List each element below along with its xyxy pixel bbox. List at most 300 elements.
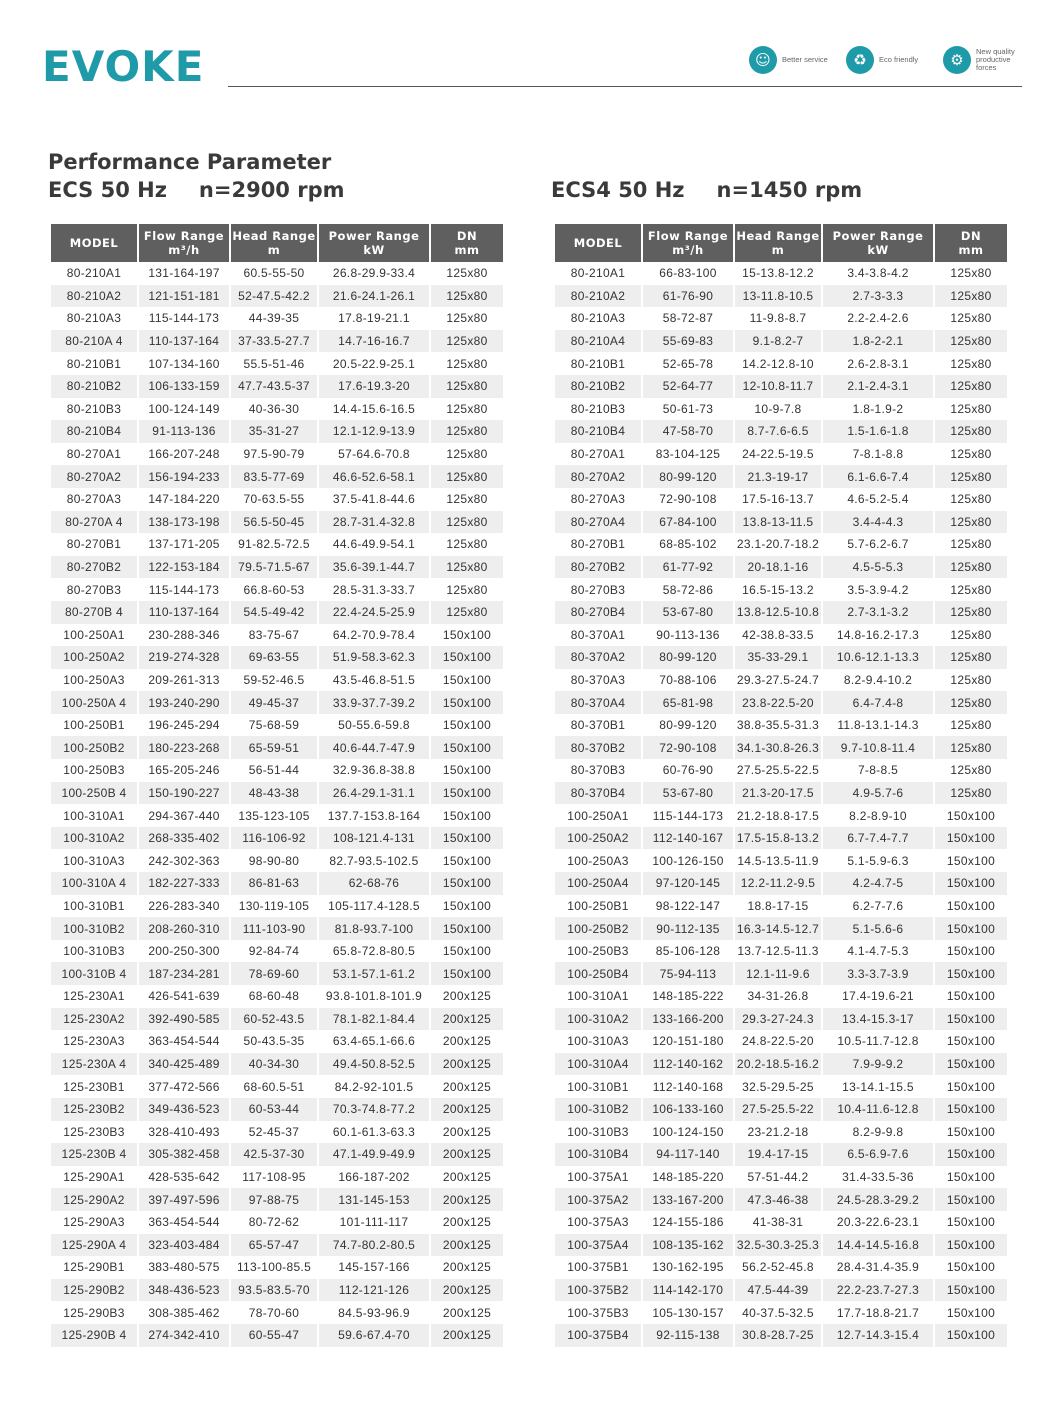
table-row	[51, 556, 503, 579]
cell-model: 80-370B1	[570, 718, 626, 733]
cell-flow: 110-137-164	[139, 330, 229, 353]
cell-head: 16.3-14.5-12.7	[735, 917, 821, 940]
cell-dn: 125x80	[935, 782, 1007, 805]
cell-dn: 200x125	[431, 1279, 503, 1302]
cell-dn: 150x100	[431, 691, 503, 714]
cell-power: 37.5-41.8-44.6	[332, 492, 416, 507]
cell-head: 15-13.8-12.2	[742, 266, 814, 281]
cell-power: 166-187-202	[338, 1170, 410, 1185]
table-row	[555, 1121, 1007, 1144]
cell-flow: 209-261-313	[148, 672, 220, 687]
performance-table-ecs	[49, 224, 505, 1347]
cell-model: 100-310B2	[51, 917, 137, 940]
cell-head: 12.1-11-9.6	[735, 962, 821, 985]
column-header-dn	[935, 224, 1007, 262]
cell-dn: 125x80	[950, 266, 992, 281]
cell-dn: 150x100	[431, 782, 503, 805]
cell-model: 100-250A4	[555, 872, 641, 895]
table-row	[51, 352, 503, 375]
cell-power: 10.6-12.1-13.3	[823, 646, 933, 669]
cell-dn: 150x100	[442, 672, 492, 687]
cell-dn: 150x100	[431, 872, 503, 895]
cell-dn: 150x100	[431, 827, 503, 850]
cell-power: 5.7-6.2-6.7	[847, 537, 909, 552]
cell-dn: 150x100	[946, 989, 996, 1004]
cell-head: 21.3-20-17.5	[735, 782, 821, 805]
header-name: Power Range	[832, 228, 924, 243]
table-row	[555, 691, 1007, 714]
cell-model: 80-210A2	[555, 285, 641, 308]
section-title: Performance Parameter	[48, 150, 332, 174]
cell-dn: 150x100	[946, 1034, 996, 1049]
cell-flow: 340-425-489	[139, 1053, 229, 1076]
cell-power: 101-111-117	[339, 1215, 409, 1230]
cell-dn: 150x100	[946, 898, 996, 913]
table-row	[555, 917, 1007, 940]
cell-power: 105-117.4-128.5	[328, 898, 420, 913]
cell-model: 100-310B3	[63, 944, 125, 959]
cell-power: 47.1-49.9-49.9	[319, 1143, 429, 1166]
cell-head: 44-39-35	[248, 311, 300, 326]
cell-head: 78-69-60	[231, 962, 317, 985]
cell-model: 80-370B3	[570, 763, 626, 778]
table-row	[51, 714, 503, 737]
cell-flow: 377-472-566	[148, 1079, 220, 1094]
cell-head: 68-60-48	[248, 989, 300, 1004]
cell-dn: 200x125	[431, 1188, 503, 1211]
table-row	[555, 804, 1007, 827]
cell-flow: 226-283-340	[148, 898, 220, 913]
cell-head: 12.2-11.2-9.5	[735, 872, 821, 895]
cell-dn: 125x80	[950, 582, 992, 597]
cell-dn: 125x80	[446, 356, 488, 371]
cell-power: 3.5-3.9-4.2	[847, 582, 909, 597]
cell-head: 19.4-17-15	[735, 1143, 821, 1166]
cell-head: 98-90-80	[248, 853, 300, 868]
cell-head: 47.7-43.5-37	[231, 375, 317, 398]
cell-dn: 150x100	[946, 1170, 996, 1185]
cell-dn: 150x100	[442, 763, 492, 778]
cell-flow: 426-541-639	[148, 989, 220, 1004]
cell-head: 17.5-16-13.7	[742, 492, 814, 507]
table-row	[51, 759, 503, 782]
table-row	[555, 488, 1007, 511]
cell-head: 47.5-44-39	[735, 1279, 821, 1302]
cell-dn: 125x80	[446, 401, 488, 416]
cell-power: 70.3-74.8-77.2	[319, 1098, 429, 1121]
cell-head: 10-9-7.8	[754, 401, 802, 416]
brand-logo: EVOKE	[42, 42, 205, 91]
header-name: Flow Range	[143, 228, 225, 243]
cell-model: 80-210B1	[570, 356, 626, 371]
table-row	[51, 1211, 503, 1234]
cell-power: 4.6-5.2-5.4	[847, 492, 909, 507]
header-name: DN	[456, 228, 478, 243]
cell-dn: 125x80	[950, 718, 992, 733]
table-row	[555, 533, 1007, 556]
cell-dn: 125x80	[935, 556, 1007, 579]
cell-flow: 428-535-642	[148, 1170, 220, 1185]
cell-dn: 125x80	[950, 763, 992, 778]
cell-dn: 200x125	[431, 1324, 503, 1347]
badge-text: Eco friendly	[879, 54, 919, 64]
cell-flow: 121-151-181	[139, 285, 229, 308]
cell-model: 100-310A2	[51, 827, 137, 850]
cell-head: 52-47.5-42.2	[231, 285, 317, 308]
cell-head: 50-43.5-35	[243, 1034, 305, 1049]
cell-head: 14.2-12.8-10	[742, 356, 814, 371]
cell-flow: 165-205-246	[148, 763, 220, 778]
cell-head: 13.7-12.5-11.3	[737, 944, 819, 959]
cell-flow: 147-184-220	[148, 492, 220, 507]
cell-head: 117-108-95	[242, 1170, 306, 1185]
cell-model: 80-210B1	[66, 356, 122, 371]
cell-flow: 349-436-523	[139, 1098, 229, 1121]
cell-dn: 200x125	[442, 1079, 492, 1094]
cell-head: 75-68-59	[248, 718, 300, 733]
cell-model: 125-290B3	[63, 1305, 125, 1320]
cell-dn: 125x80	[431, 420, 503, 443]
cell-dn: 125x80	[431, 330, 503, 353]
cell-dn: 125x80	[935, 601, 1007, 624]
cell-flow: 52-64-77	[643, 375, 733, 398]
table-row	[555, 827, 1007, 850]
cell-model: 125-230A3	[63, 1034, 125, 1049]
cell-flow: 150-190-227	[139, 782, 229, 805]
cell-flow: 268-335-402	[139, 827, 229, 850]
table-row	[51, 398, 503, 421]
cell-dn: 125x80	[431, 285, 503, 308]
cell-model: 100-310A3	[63, 853, 125, 868]
cell-dn: 125x80	[431, 375, 503, 398]
cell-dn: 200x125	[431, 1053, 503, 1076]
cell-flow: 133-167-200	[643, 1188, 733, 1211]
table-row	[51, 511, 503, 534]
cell-head: 17.5-15.8-13.2	[735, 827, 821, 850]
cell-head: 48-43-38	[231, 782, 317, 805]
cell-power: 145-157-166	[338, 1260, 410, 1275]
cell-power: 131-145-153	[319, 1188, 429, 1211]
cell-model: 80-270B3	[66, 582, 122, 597]
cell-flow: 308-385-462	[148, 1305, 220, 1320]
table-row	[555, 1098, 1007, 1121]
cell-power: 64.2-70.9-78.4	[332, 627, 416, 642]
cell-flow: 47-58-70	[643, 420, 733, 443]
cell-flow: 242-302-363	[148, 853, 220, 868]
cell-model: 100-375A3	[567, 1215, 629, 1230]
table-row	[555, 578, 1007, 601]
cell-power: 43.5-46.8-51.5	[332, 672, 416, 687]
cell-model: 100-375A1	[567, 1170, 629, 1185]
cell-flow: 112-140-167	[643, 827, 733, 850]
table-row	[51, 1143, 503, 1166]
column-header-head	[231, 224, 317, 262]
cell-power: 14.8-16.2-17.3	[836, 627, 920, 642]
table-row	[51, 262, 503, 285]
cell-power: 13.4-15.3-17	[823, 1008, 933, 1031]
badge-text: Better service	[782, 54, 828, 64]
cell-dn: 200x125	[442, 1034, 492, 1049]
table-row	[51, 782, 503, 805]
table-row	[51, 849, 503, 872]
cell-dn: 125x80	[431, 511, 503, 534]
cell-flow: 70-88-106	[659, 672, 717, 687]
cell-head: 116-106-92	[231, 827, 317, 850]
cell-flow: 100-126-150	[652, 853, 724, 868]
cell-model: 100-310A1	[567, 989, 629, 1004]
table-row	[555, 262, 1007, 285]
cell-model: 80-270B 4	[51, 601, 137, 624]
cell-dn: 125x80	[935, 420, 1007, 443]
cell-model: 100-310B1	[567, 1079, 629, 1094]
cell-head: 14.5-13.5-11.9	[737, 853, 819, 868]
cell-model: 80-370A4	[555, 691, 641, 714]
cell-head: 20.2-18.5-16.2	[735, 1053, 821, 1076]
table-row	[555, 985, 1007, 1008]
cell-power: 8.2-8.9-10	[849, 808, 907, 823]
cell-power: 13-14.1-15.5	[842, 1079, 914, 1094]
cell-flow: 323-403-484	[139, 1234, 229, 1257]
cell-power: 14.4-15.6-16.5	[332, 401, 416, 416]
cell-power: 93.8-101.8-101.9	[325, 989, 423, 1004]
cell-dn: 200x125	[442, 1124, 492, 1139]
cell-model: 80-370A2	[555, 646, 641, 669]
column-header-dn	[431, 224, 503, 262]
cell-model: 80-210A2	[51, 285, 137, 308]
cell-model: 100-310A3	[567, 1034, 629, 1049]
cell-power: 40.6-44.7-47.9	[319, 736, 429, 759]
cell-dn: 150x100	[935, 827, 1007, 850]
cell-dn: 150x100	[946, 808, 996, 823]
cell-power: 28.5-31.3-33.7	[332, 582, 416, 597]
cell-power: 6.5-6.9-7.6	[823, 1143, 933, 1166]
cell-dn: 125x80	[950, 401, 992, 416]
cell-model: 80-270A3	[66, 492, 122, 507]
header-unit: m³/h	[672, 243, 704, 257]
cell-power: 6.1-6.6-7.4	[823, 465, 933, 488]
cell-model: 80-370B2	[555, 736, 641, 759]
table-row	[555, 330, 1007, 353]
cell-power: 26.4-29.1-31.1	[319, 782, 429, 805]
table-row	[555, 1256, 1007, 1279]
gear-icon: ⚙	[943, 46, 971, 74]
cell-head: 56.2-52-45.8	[742, 1260, 814, 1275]
cell-flow: 200-250-300	[148, 944, 220, 959]
cell-flow: 65-81-98	[643, 691, 733, 714]
table-title-right	[551, 178, 862, 202]
cell-head: 16.5-15-13.2	[742, 582, 814, 597]
table-row	[555, 601, 1007, 624]
column-header-model	[555, 224, 641, 262]
cell-head: 65-57-47	[231, 1234, 317, 1257]
table-row	[555, 962, 1007, 985]
cell-head: 35-31-27	[231, 420, 317, 443]
cell-power: 63.4-65.1-66.6	[332, 1034, 416, 1049]
cell-flow: 115-144-173	[148, 582, 220, 597]
cell-head: 13.8-13-11.5	[735, 511, 821, 534]
cell-flow: 100-124-149	[148, 401, 220, 416]
cell-power: 46.6-52.6-58.1	[319, 465, 429, 488]
table-row	[555, 736, 1007, 759]
cell-flow: 208-260-310	[139, 917, 229, 940]
cell-dn: 150x100	[431, 917, 503, 940]
cell-head: 59-52-46.5	[243, 672, 305, 687]
cell-dn: 200x125	[442, 1215, 492, 1230]
cell-head: 34.1-30.8-26.3	[735, 736, 821, 759]
cell-dn: 150x100	[946, 944, 996, 959]
cell-dn: 150x100	[935, 917, 1007, 940]
table-row	[555, 420, 1007, 443]
table-row	[51, 895, 503, 918]
cell-model: 80-210B4	[51, 420, 137, 443]
cell-power: 4.1-4.7-5.3	[847, 944, 909, 959]
cell-head: 13-11.8-10.5	[735, 285, 821, 308]
column-header-power	[319, 224, 429, 262]
cell-head: 29.3-27.5-24.7	[736, 672, 820, 687]
table-row	[51, 691, 503, 714]
series-title: ECS4 50 Hz	[551, 178, 685, 202]
cell-head: 12-10.8-11.7	[735, 375, 821, 398]
cell-model: 80-210B2	[51, 375, 137, 398]
table-row	[51, 601, 503, 624]
cell-power: 2.2-2.4-2.6	[847, 311, 909, 326]
cell-flow: 348-436-523	[139, 1279, 229, 1302]
cell-model: 80-370A1	[570, 627, 626, 642]
cell-flow: 115-144-173	[652, 808, 724, 823]
cell-dn: 125x80	[950, 356, 992, 371]
cell-dn: 200x125	[431, 1234, 503, 1257]
cell-head: 54.5-49-42	[231, 601, 317, 624]
table-row	[51, 962, 503, 985]
cell-power: 49.4-50.8-52.5	[319, 1053, 429, 1076]
cell-power: 28.4-31.4-35.9	[836, 1260, 920, 1275]
cell-dn: 125x80	[950, 311, 992, 326]
table-row	[51, 578, 503, 601]
cell-power: 112-121-126	[319, 1279, 429, 1302]
cell-flow: 83-104-125	[655, 447, 721, 462]
cell-head: 40-37.5-32.5	[742, 1305, 814, 1320]
cell-head: 18.8-17-15	[747, 898, 809, 913]
cell-model: 80-270A3	[570, 492, 626, 507]
cell-power: 2.1-2.4-3.1	[823, 375, 933, 398]
cell-power: 17.7-18.8-21.7	[836, 1305, 920, 1320]
cell-model: 80-270A2	[51, 465, 137, 488]
cell-power: 11.8-13.1-14.3	[837, 718, 919, 733]
column-header-model	[51, 224, 137, 262]
cell-model: 80-270B1	[66, 537, 122, 552]
cell-power: 33.9-37.7-39.2	[319, 691, 429, 714]
cell-model: 125-230B1	[63, 1079, 125, 1094]
cell-power: 59.6-67.4-70	[319, 1324, 429, 1347]
cell-flow: 148-185-220	[652, 1170, 724, 1185]
table-row	[555, 849, 1007, 872]
cell-power: 21.6-24.1-26.1	[319, 285, 429, 308]
cell-flow: 294-367-440	[148, 808, 220, 823]
table-row	[555, 556, 1007, 579]
cell-dn: 200x125	[442, 1170, 492, 1185]
table-row	[555, 375, 1007, 398]
cell-power: 4.5-5-5.3	[823, 556, 933, 579]
cell-dn: 150x100	[442, 627, 492, 642]
cell-dn: 150x100	[946, 853, 996, 868]
cell-dn: 150x100	[442, 808, 492, 823]
cell-head: 27.5-25.5-22	[735, 1098, 821, 1121]
cell-power: 3.3-3.7-3.9	[823, 962, 933, 985]
cell-model: 100-250B2	[555, 917, 641, 940]
cell-power: 14.4-14.5-16.8	[823, 1234, 933, 1257]
table-row	[555, 1324, 1007, 1347]
badge-new-quality	[943, 46, 1022, 74]
cell-dn: 150x100	[935, 1188, 1007, 1211]
cell-model: 100-250B 4	[51, 782, 137, 805]
cell-dn: 150x100	[946, 1215, 996, 1230]
cell-dn: 125x80	[935, 375, 1007, 398]
cell-model: 80-370A3	[570, 672, 626, 687]
cell-power: 12.1-12.9-13.9	[319, 420, 429, 443]
header-unit: mm	[454, 243, 480, 257]
cell-head: 93.5-83.5-70	[231, 1279, 317, 1302]
table-row	[51, 736, 503, 759]
cell-flow: 55-69-83	[643, 330, 733, 353]
cell-flow: 60-76-90	[662, 763, 714, 778]
cell-model: 100-310B3	[567, 1124, 629, 1139]
cell-flow: 91-113-136	[139, 420, 229, 443]
table-row	[51, 1324, 503, 1347]
table-row	[51, 420, 503, 443]
cell-dn: 125x80	[950, 672, 992, 687]
table-row	[51, 488, 503, 511]
cell-dn: 150x100	[935, 962, 1007, 985]
cell-model: 125-230A2	[51, 1008, 137, 1031]
cell-dn: 125x80	[950, 492, 992, 507]
cell-flow: 112-140-162	[643, 1053, 733, 1076]
cell-dn: 125x80	[446, 311, 488, 326]
cell-power: 53.1-57.1-61.2	[319, 962, 429, 985]
cell-model: 80-270A1	[570, 447, 626, 462]
cell-model: 100-250B1	[567, 898, 629, 913]
cell-head: 70-63.5-55	[243, 492, 305, 507]
table-row	[555, 465, 1007, 488]
cell-model: 80-210A3	[66, 311, 122, 326]
cell-power: 6.2-7-7.6	[852, 898, 904, 913]
cell-head: 69-63-55	[231, 646, 317, 669]
cell-flow: 122-153-184	[139, 556, 229, 579]
cell-flow: 100-124-150	[652, 1124, 724, 1139]
badge-text: New quality productive forces	[976, 46, 1015, 73]
cell-flow: 80-99-120	[643, 465, 733, 488]
cell-dn: 125x80	[431, 556, 503, 579]
cell-head: 111-103-90	[231, 917, 317, 940]
cell-flow: 114-142-170	[643, 1279, 733, 1302]
cell-model: 80-210B3	[570, 401, 626, 416]
cell-flow: 166-207-248	[148, 447, 220, 462]
cell-power: 22.2-23.7-27.3	[823, 1279, 933, 1302]
cell-power: 28.7-31.4-32.8	[319, 511, 429, 534]
cell-flow: 110-137-164	[139, 601, 229, 624]
cell-power: 1.8-1.9-2	[852, 401, 904, 416]
cell-dn: 125x80	[431, 465, 503, 488]
table-row	[51, 1053, 503, 1076]
cell-model: 100-250B3	[567, 944, 629, 959]
cell-model: 125-290A3	[63, 1215, 125, 1230]
table-row	[51, 1008, 503, 1031]
cell-head: 32.5-29.5-25	[742, 1079, 814, 1094]
cell-power: 5.1-5.9-6.3	[847, 853, 909, 868]
header-name: Head Range	[232, 228, 316, 243]
cell-power: 51.9-58.3-62.3	[319, 646, 429, 669]
cell-head: 92-84-74	[248, 944, 300, 959]
cell-head: 60-55-47	[231, 1324, 317, 1347]
